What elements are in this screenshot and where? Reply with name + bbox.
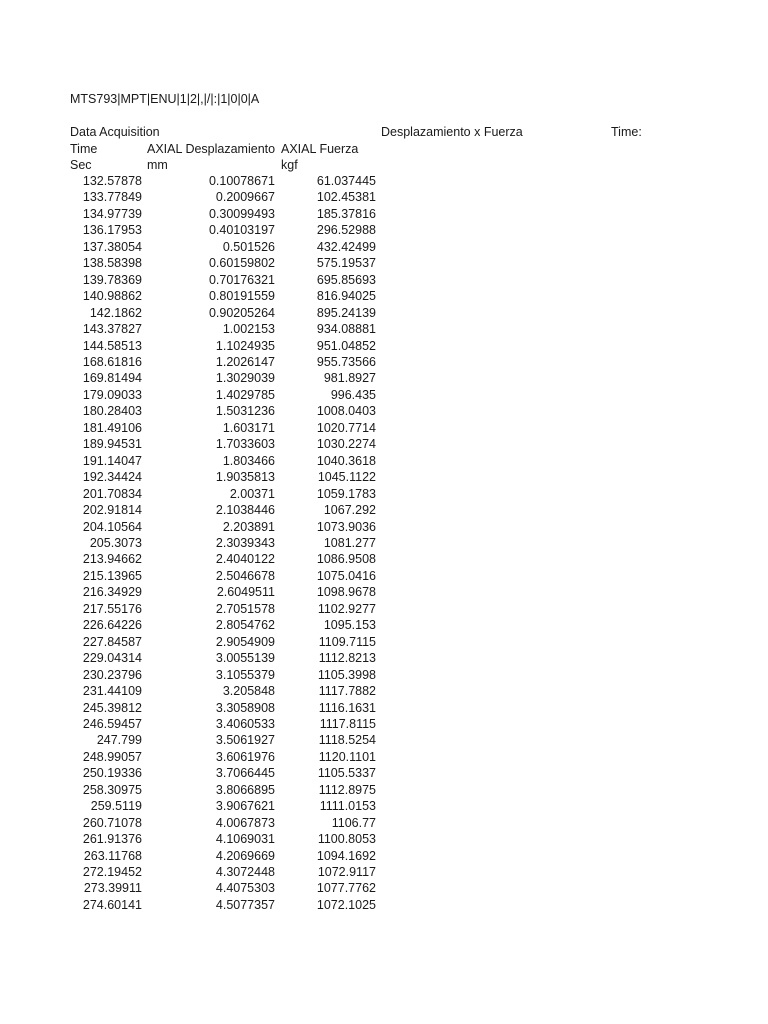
cell-time: 213.94662	[82, 552, 142, 567]
cell-force: 1094.1692	[316, 848, 376, 863]
cell-displacement: 0.60159802	[208, 256, 275, 271]
cell-force: 981.8927	[323, 371, 376, 386]
cell-force: 955.73566	[316, 354, 376, 369]
cell-force: 1073.9036	[316, 519, 376, 534]
table-row	[60, 239, 376, 255]
table-row	[60, 469, 376, 485]
cell-force: 1102.9277	[317, 601, 376, 616]
cell-displacement: 1.7033603	[215, 437, 275, 452]
cell-time: 248.99057	[82, 749, 142, 764]
cell-displacement: 3.4060533	[215, 716, 275, 731]
table-row	[60, 206, 376, 222]
cell-force: 1045.1122	[317, 470, 376, 485]
cell-displacement: 4.3072448	[215, 865, 275, 880]
cell-displacement: 2.7051578	[215, 601, 275, 616]
cell-displacement: 4.4075303	[215, 881, 275, 896]
cell-time: 216.34929	[82, 585, 142, 600]
cell-force: 1098.9678	[316, 585, 376, 600]
table-row	[60, 864, 376, 880]
cell-displacement: 2.6049511	[216, 585, 275, 600]
table-row	[60, 222, 376, 238]
table-row	[60, 519, 376, 535]
cell-force: 1100.8053	[317, 832, 376, 847]
column-header-displacement: AXIAL Desplazamiento	[147, 142, 276, 156]
cell-force: 1112.8213	[318, 651, 376, 666]
table-row	[60, 551, 376, 567]
cell-time: 204.10564	[82, 519, 142, 534]
cell-time: 247.799	[96, 733, 142, 748]
cell-force: 1111.0153	[319, 799, 376, 814]
table-row	[60, 486, 376, 502]
cell-time: 181.49106	[82, 420, 142, 435]
data-table	[60, 173, 376, 913]
table-row	[60, 354, 376, 370]
cell-displacement: 2.4040122	[215, 552, 275, 567]
cell-time: 274.60141	[82, 897, 142, 912]
column-header-time: Time	[70, 142, 98, 156]
table-row	[60, 732, 376, 748]
table-row	[60, 255, 376, 271]
cell-displacement: 1.5031236	[215, 404, 275, 419]
table-row	[60, 798, 376, 814]
chart-title: Desplazamiento x Fuerza	[381, 125, 523, 139]
cell-force: 1067.292	[323, 503, 376, 518]
table-row	[60, 749, 376, 765]
cell-displacement: 3.5061927	[215, 733, 275, 748]
cell-force: 1105.3998	[317, 667, 376, 682]
cell-displacement: 2.9054909	[215, 634, 275, 649]
unit-time: Sec	[70, 158, 92, 172]
table-row	[60, 338, 376, 354]
cell-time: 192.34424	[82, 470, 142, 485]
cell-displacement: 0.70176321	[208, 272, 275, 287]
cell-time: 140.98862	[82, 289, 142, 304]
cell-force: 934.08881	[316, 322, 376, 337]
cell-displacement: 1.603171	[222, 420, 275, 435]
table-row	[60, 321, 376, 337]
cell-time: 133.77849	[82, 190, 142, 205]
cell-displacement: 0.90205264	[208, 305, 275, 320]
cell-time: 246.59457	[82, 716, 142, 731]
section-label: Data Acquisition	[70, 125, 160, 139]
table-row	[60, 584, 376, 600]
cell-displacement: 4.0067873	[215, 815, 275, 830]
cell-force: 1077.7762	[316, 881, 376, 896]
cell-displacement: 1.9035813	[215, 470, 275, 485]
cell-time: 263.11768	[83, 848, 142, 863]
cell-force: 1106.77	[331, 815, 376, 830]
cell-displacement: 3.1055379	[215, 667, 275, 682]
cell-displacement: 0.40103197	[208, 223, 275, 238]
cell-time: 134.97739	[82, 206, 142, 221]
table-row	[60, 667, 376, 683]
cell-time: 250.19336	[82, 766, 142, 781]
cell-time: 143.37827	[82, 322, 142, 337]
cell-displacement: 2.203891	[222, 519, 275, 534]
cell-force: 102.45381	[316, 190, 376, 205]
cell-force: 1030.2274	[316, 437, 376, 452]
cell-time: 202.91814	[82, 503, 142, 518]
cell-time: 137.38054	[82, 239, 142, 254]
table-row	[60, 502, 376, 518]
table-row	[60, 272, 376, 288]
time-label: Time:	[611, 125, 642, 139]
table-row	[60, 765, 376, 781]
cell-displacement: 0.501526	[222, 239, 275, 254]
table-row	[60, 189, 376, 205]
cell-force: 1008.0403	[316, 404, 376, 419]
cell-force: 1081.277	[323, 535, 376, 550]
cell-displacement: 3.205848	[222, 684, 275, 699]
cell-force: 575.19537	[316, 256, 376, 271]
cell-force: 1117.8115	[319, 716, 376, 731]
cell-time: 229.04314	[82, 651, 142, 666]
cell-time: 189.94531	[82, 437, 142, 452]
cell-displacement: 0.80191559	[208, 289, 275, 304]
data-table-body	[60, 173, 376, 913]
cell-force: 1020.7714	[316, 420, 376, 435]
cell-force: 432.42499	[316, 239, 376, 254]
cell-displacement: 2.3039343	[215, 535, 275, 550]
table-row	[60, 601, 376, 617]
cell-force: 1109.7115	[318, 634, 376, 649]
cell-time: 272.19452	[82, 865, 142, 880]
cell-time: 180.28403	[82, 404, 142, 419]
cell-displacement: 3.0055139	[215, 651, 275, 666]
cell-displacement: 1.002153	[222, 322, 275, 337]
cell-force: 895.24139	[316, 305, 376, 320]
cell-force: 1075.0416	[316, 568, 376, 583]
cell-displacement: 2.1038446	[215, 503, 275, 518]
table-row	[60, 634, 376, 650]
cell-time: 260.71078	[82, 815, 142, 830]
cell-time: 205.3073	[89, 535, 142, 550]
cell-force: 951.04852	[316, 338, 376, 353]
table-row	[60, 370, 376, 386]
cell-force: 996.435	[330, 387, 376, 402]
table-row	[60, 288, 376, 304]
cell-time: 273.39911	[83, 881, 142, 896]
cell-time: 132.57878	[82, 174, 142, 188]
table-row	[60, 683, 376, 699]
cell-force: 1059.1783	[316, 486, 376, 501]
table-row	[60, 782, 376, 798]
cell-time: 258.30975	[82, 782, 142, 797]
table-row	[60, 420, 376, 436]
unit-displacement: mm	[147, 158, 168, 172]
cell-time: 142.1862	[89, 305, 142, 320]
cell-time: 136.17953	[82, 223, 142, 238]
table-row	[60, 650, 376, 666]
cell-force: 1117.7882	[318, 684, 376, 699]
cell-time: 217.55176	[82, 601, 142, 616]
cell-displacement: 4.5077357	[215, 897, 275, 912]
table-row	[60, 815, 376, 831]
table-row	[60, 880, 376, 896]
table-row	[60, 716, 376, 732]
cell-displacement: 2.8054762	[215, 618, 275, 633]
table-row	[60, 568, 376, 584]
table-row	[60, 848, 376, 864]
unit-force: kgf	[281, 158, 298, 172]
cell-time: 139.78369	[82, 272, 142, 287]
cell-displacement: 4.2069669	[215, 848, 275, 863]
cell-time: 226.64226	[82, 618, 142, 633]
cell-force: 1120.1101	[318, 749, 376, 764]
cell-displacement: 3.6061976	[215, 749, 275, 764]
column-header-force: AXIAL Fuerza	[281, 142, 359, 156]
cell-force: 1086.9508	[316, 552, 376, 567]
cell-force: 816.94025	[316, 289, 376, 304]
cell-time: 201.70834	[82, 486, 142, 501]
cell-force: 1072.9117	[317, 865, 376, 880]
cell-displacement: 4.1069031	[215, 832, 275, 847]
cell-force: 1072.1025	[316, 897, 376, 912]
cell-force: 1118.5254	[318, 733, 376, 748]
table-row	[60, 535, 376, 551]
table-row	[60, 387, 376, 403]
cell-displacement: 3.8066895	[215, 782, 275, 797]
cell-time: 231.44109	[82, 684, 142, 699]
cell-time: 245.39812	[82, 700, 142, 715]
document-id-line: MTS793|MPT|ENU|1|2|,|/|:|1|0|0|A	[70, 92, 260, 106]
table-row	[60, 700, 376, 716]
cell-displacement: 1.3029039	[215, 371, 275, 386]
cell-time: 138.58398	[82, 256, 142, 271]
cell-time: 144.58513	[82, 338, 142, 353]
cell-displacement: 2.5046678	[215, 568, 275, 583]
cell-force: 1116.1631	[318, 700, 376, 715]
table-row	[60, 453, 376, 469]
cell-time: 230.23796	[82, 667, 142, 682]
cell-displacement: 2.00371	[229, 486, 275, 501]
cell-force: 1112.8975	[318, 782, 376, 797]
cell-time: 191.14047	[82, 453, 142, 468]
cell-force: 296.52988	[316, 223, 376, 238]
cell-displacement: 0.30099493	[208, 206, 275, 221]
cell-displacement: 1.803466	[222, 453, 275, 468]
cell-force: 1040.3618	[316, 453, 376, 468]
cell-displacement: 3.7066445	[215, 766, 275, 781]
table-row	[60, 897, 376, 913]
cell-time: 169.81494	[82, 371, 142, 386]
cell-time: 259.5119	[90, 799, 142, 814]
cell-displacement: 1.4029785	[215, 387, 275, 402]
cell-displacement: 0.2009667	[215, 190, 275, 205]
table-row	[60, 831, 376, 847]
cell-force: 61.037445	[316, 174, 376, 188]
cell-displacement: 3.9067621	[215, 799, 275, 814]
cell-time: 227.84587	[82, 634, 142, 649]
cell-displacement: 3.3058908	[215, 700, 275, 715]
cell-displacement: 1.1024935	[215, 338, 275, 353]
cell-force: 1105.5337	[317, 766, 376, 781]
cell-time: 168.61816	[82, 354, 142, 369]
cell-time: 215.13965	[82, 568, 142, 583]
cell-time: 261.91376	[82, 832, 142, 847]
cell-displacement: 1.2026147	[215, 354, 275, 369]
table-row	[60, 403, 376, 419]
cell-time: 179.09033	[82, 387, 142, 402]
table-row	[60, 305, 376, 321]
cell-force: 1095.153	[323, 618, 376, 633]
table-row	[60, 436, 376, 452]
cell-displacement: 0.10078671	[208, 174, 275, 188]
cell-force: 695.85693	[316, 272, 376, 287]
table-row	[60, 173, 376, 189]
table-row	[60, 617, 376, 633]
cell-force: 185.37816	[316, 206, 376, 221]
